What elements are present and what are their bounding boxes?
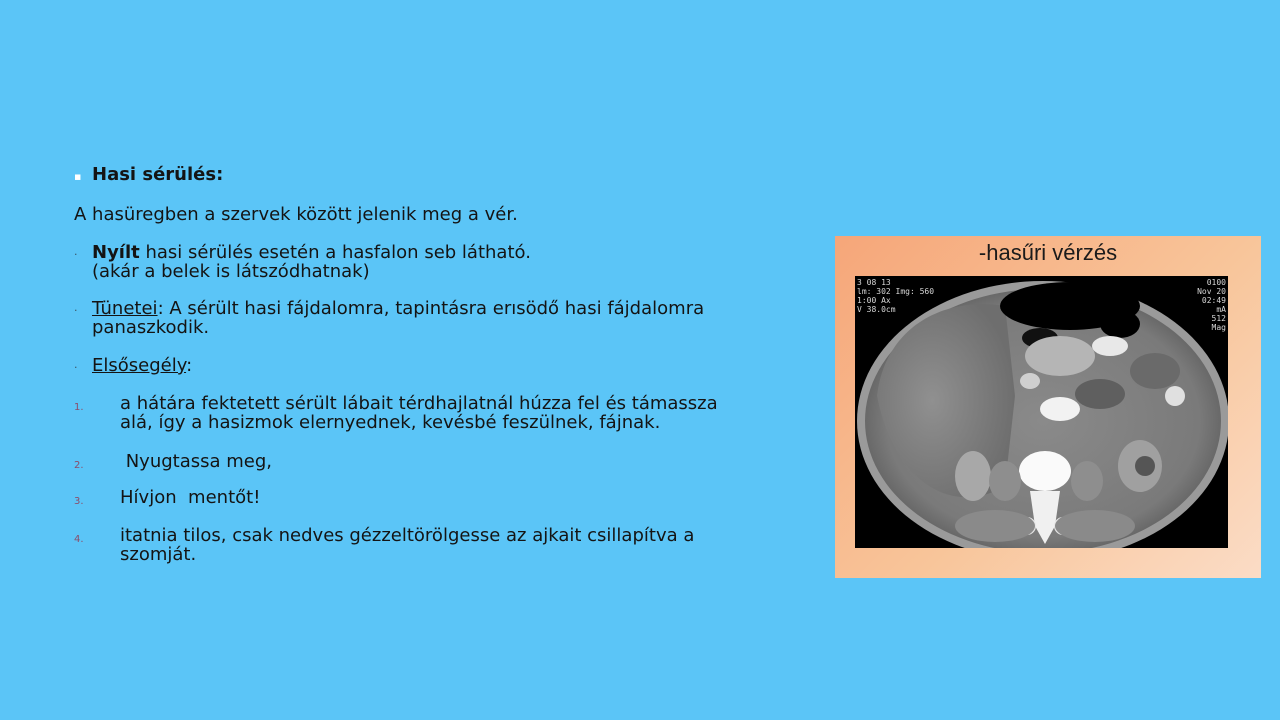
ct-figure (835, 236, 1261, 578)
step-number: 2. (74, 460, 84, 471)
scan-info-line: 0100 (1206, 278, 1226, 287)
step-text: a hátára fektetett sérült lábait térdhajlatnál húzza fel és támassza (120, 393, 718, 414)
step-text: Hívjon mentőt! (120, 487, 261, 508)
scan-info-line: 02:49 (1201, 296, 1226, 305)
step-text: alá, így a hasizmok elernyednek, kevésbé feszülnek, fájnak. (120, 412, 661, 433)
bullet-icon: · (74, 248, 78, 261)
step-text: szomját. (120, 544, 197, 565)
first-aid-text (92, 356, 192, 375)
symptoms-text (92, 299, 704, 318)
scan-info-line: 1:00 Ax (857, 296, 891, 305)
symptoms-text2: panaszkodik. (92, 317, 210, 338)
first-aid-colon: : (186, 355, 193, 376)
open-injury-rest: hasi sérülés esetén a hasfalon seb látható. (139, 242, 531, 263)
scan-info-line: lm: 302 Img: 560 (857, 287, 935, 296)
first-aid-label: Elsősegély (92, 355, 187, 376)
heading: Hasi sérülés: (92, 164, 224, 185)
open-injury-note: (akár a belek is látszódhatnak) (92, 261, 370, 282)
bullet-icon: ▪ (74, 170, 82, 183)
step-number: 3. (74, 496, 84, 507)
step-number: 1. (74, 402, 84, 413)
scan-info-line: Mag (1211, 323, 1226, 332)
scan-info-line: 512 (1211, 314, 1226, 323)
figure-title: -hasűri vérzés (978, 240, 1118, 265)
scan-info-line: 3 08 13 (857, 278, 891, 287)
scan-info-line: V 38.0cm (857, 305, 896, 314)
scan-info-line: mA (1216, 305, 1226, 314)
open-injury-text (92, 243, 531, 262)
scan-info-left (857, 278, 934, 314)
scan-info-right (1197, 278, 1226, 332)
scan-info-line: Nov 20 (1197, 287, 1226, 296)
bullet-icon: · (74, 361, 78, 374)
step-number: 4. (74, 534, 84, 545)
symptoms-label: Tünetei (92, 298, 158, 319)
bullet-icon: · (74, 304, 78, 317)
symptoms-text1: : A sérült hasi fájdalomra, tapintásra erısödő hasi fájdalomra (157, 298, 705, 319)
ct-scan-image (855, 276, 1228, 548)
step-text: itatnia tilos, csak nedves gézzeltörölgesse az ajkait csillapítva a (120, 525, 695, 546)
open-injury-bold: Nyílt (92, 242, 140, 263)
step-text: Nyugtassa meg, (120, 451, 273, 472)
intro-text: A hasüregben a szervek között jelenik meg a vér. (74, 204, 518, 225)
ct-scan-drawing (855, 276, 1228, 548)
